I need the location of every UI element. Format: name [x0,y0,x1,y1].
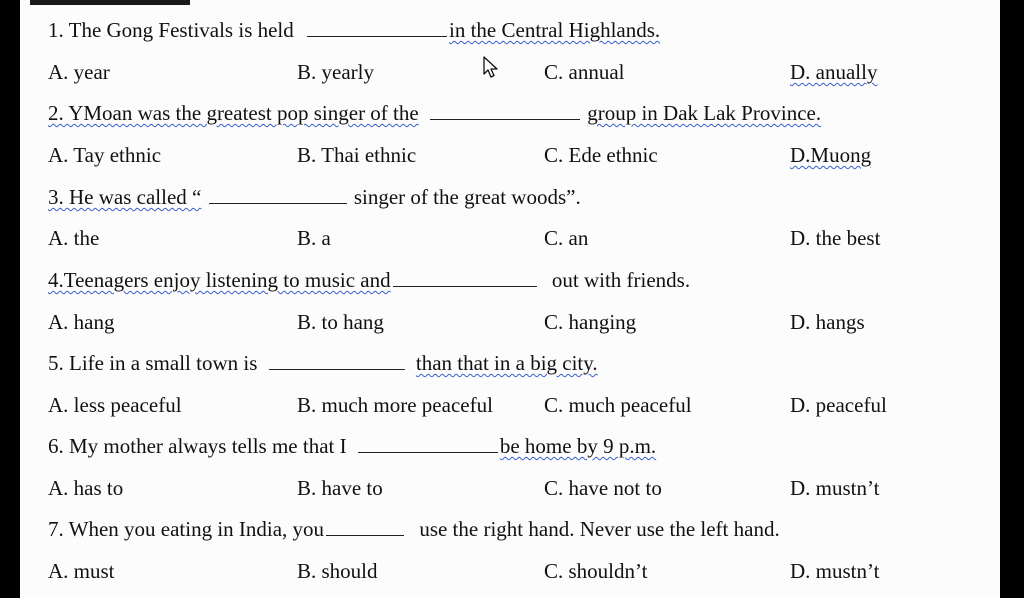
question-3-text-end: singer of the great woods”. [353,185,581,209]
question-1 [48,18,660,42]
question-5 [48,351,598,375]
question-2-option-b: B. Thai ethnic [297,143,417,167]
question-5-text-end: than that in a big city. [415,351,598,375]
question-1-option-b: B. yearly [297,60,374,84]
question-6-option-c: C. have not to [544,476,662,500]
question-4-text-end: out with friends. [551,268,691,292]
question-6-blank [358,435,498,453]
worksheet-page [20,0,1000,598]
question-5-option-b: B. much more peaceful [297,393,493,417]
question-6-text-end: be home by 9 p.m. [499,434,657,458]
question-4-option-c: C. hanging [544,310,637,334]
question-1-option-c: C. annual [544,60,625,84]
question-1-blank [307,19,447,37]
question-5-option-a: A. less peaceful [48,393,182,417]
question-1-option-a: A. year [48,60,110,84]
question-6 [48,434,656,458]
question-2-text-start: 2. YMoan was the greatest pop singer of the [48,101,419,125]
question-7-option-c: C. shouldn’t [544,559,648,583]
question-6-text-start: 6. My mother always tells me that I [48,434,347,458]
question-2 [48,101,821,125]
question-5-option-c: C. much peaceful [544,393,692,417]
top-edge-mark [30,0,190,5]
question-4-text-start: 4.Teenagers enjoy listening to music and [48,268,391,292]
question-1-text-end: in the Central Highlands. [449,18,661,42]
question-3-option-c: C. an [544,226,589,250]
question-7-text-start: 7. When you eating in India, you [48,517,325,541]
question-6-option-a: A. has to [48,476,124,500]
question-3-option-a: A. the [48,226,100,250]
question-4-option-d: D. hangs [790,310,865,334]
question-3-blank [209,186,347,204]
question-2-option-a: A. Tay ethnic [48,143,162,167]
question-6-option-b: B. have to [297,476,383,500]
question-3 [48,185,581,209]
question-3-option-b: B. a [297,226,331,250]
question-5-blank [269,352,405,370]
question-4-option-b: B. to hang [297,310,384,334]
question-3-option-d: D. the best [790,226,881,250]
mouse-pointer-icon [482,55,500,79]
question-1-option-d: D. anually [790,60,878,84]
question-4-blank [393,269,537,287]
question-3-text-start: 3. He was called “ [48,185,202,209]
question-4-option-a: A. hang [48,310,115,334]
question-7-option-b: B. should [297,559,378,583]
question-2-blank [430,102,580,120]
question-6-option-d: D. mustn’t [790,476,880,500]
question-7-blank [326,518,404,536]
question-1-text-start: 1. The Gong Festivals is held [48,18,294,42]
question-7-option-a: A. must [48,559,115,583]
question-5-text-start: 5. Life in a small town is [48,351,258,375]
question-2-text-end: group in Dak Lak Province. [587,101,822,125]
question-5-option-d: D. peaceful [790,393,887,417]
question-7-option-d: D. mustn’t [790,559,880,583]
question-7 [48,517,780,541]
question-2-option-c: C. Ede ethnic [544,143,658,167]
question-4 [48,268,690,292]
question-2-option-d: D.Muong [790,143,872,167]
question-7-text-end: use the right hand. Never use the left hand. [419,517,780,541]
